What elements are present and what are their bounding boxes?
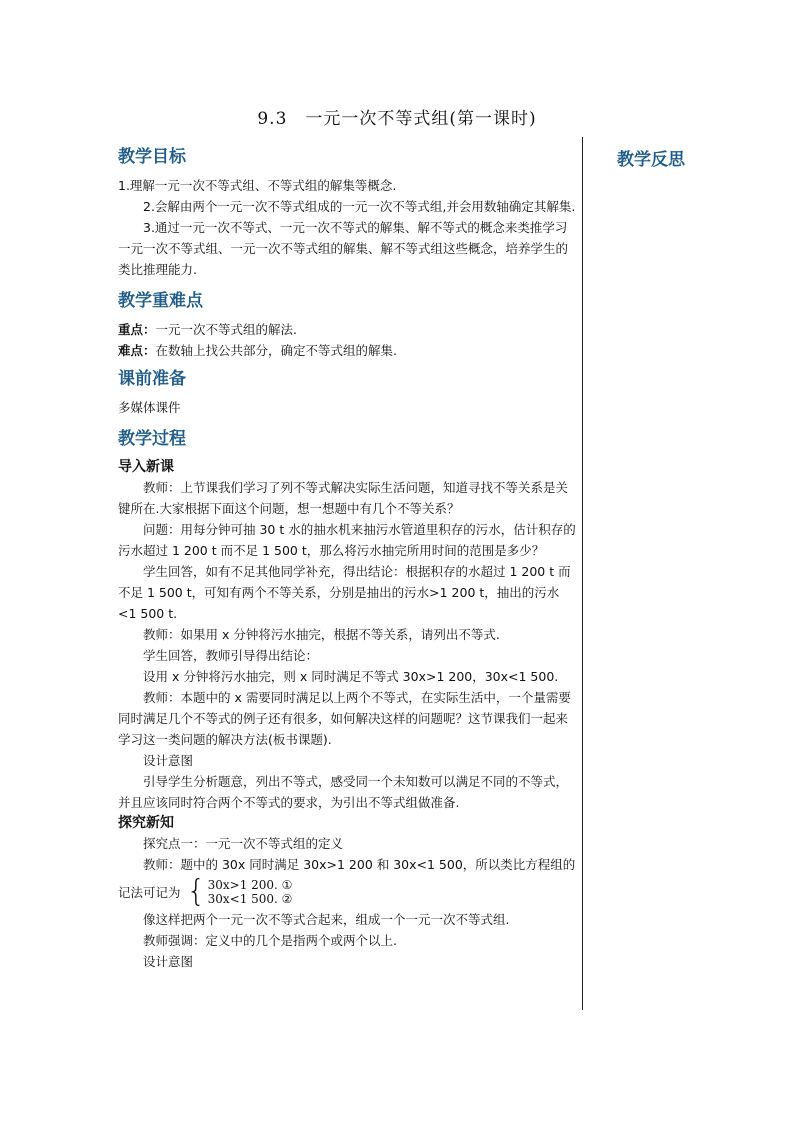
paragraph: 教师：题中的 30x 同时满足 30x>1 200 和 30x<1 500，所以类比方程组的 — [143, 857, 576, 872]
prep-text: 多媒体课件 — [118, 400, 181, 415]
paragraph: 问题：用每分钟可抽 30 t 水的抽水机来抽污水管道里积存的污水，估计积存的污水超过 1 200 t 而不足 1 500 t，那么将污水抽完所用时间的范围是多少？ — [118, 522, 576, 558]
brace-icon: { — [186, 874, 206, 909]
difficulty-point — [118, 340, 576, 361]
paragraph: 像这样把两个一元一次不等式合起来，组成一个一元一次不等式组. — [143, 912, 510, 927]
paragraph: 学生回答，教师引导得出结论： — [143, 648, 319, 663]
inequality-system — [118, 874, 576, 909]
goal-item: 2.会解由两个一元一次不等式组成的一元一次不等式组,并会用数轴确定其解集. — [143, 199, 576, 214]
difficulty-text: 在数轴上找公共部分，确定不等式组的解集. — [155, 343, 397, 358]
system-line: 30x<1 500. ② — [207, 892, 293, 906]
paragraph: 教师强调：定义中的几个是指两个或两个以上. — [143, 933, 397, 948]
paragraph: 设计意图 — [143, 954, 194, 969]
main-column — [118, 144, 576, 972]
key-points-heading: 教学重难点 — [118, 291, 203, 311]
page-title: 9.3 一元一次不等式组(第一课时) — [257, 109, 537, 129]
process-heading: 教学过程 — [118, 429, 186, 449]
paragraph: 教师：上节课我们学习了列不等式解决实际生活问题，知道寻找不等关系是关键所在.大家根据下面这个问题，想一想题中有几个不等关系？ — [118, 480, 569, 516]
goal-item: 3.通过一元一次不等式、一元一次不等式的解集、解不等式的概念来类推学习一元一次不等式组、一元一次不等式组的解集、解不等式组这些概念，培养学生的类比推理能力. — [118, 220, 569, 277]
paragraph: 学生回答，如有不足其他同学补充，得出结论：根据积存的水超过 1 200 t 而不足 1 500 t，可知有两个不等关系，分别是抽出的污水>1 200 t，抽出的污水<1 500 t. — [118, 564, 571, 621]
difficulty-label: 难点： — [118, 343, 156, 358]
key-point — [118, 319, 576, 340]
intro-heading: 导入新课 — [118, 459, 174, 475]
column-divider — [582, 137, 583, 1010]
prep-heading: 课前准备 — [118, 369, 186, 389]
key-text: 一元一次不等式组的解法. — [155, 322, 297, 337]
system-line: 30x>1 200. ① — [207, 878, 293, 892]
reflection-heading: 教学反思 — [617, 150, 685, 170]
paragraph: 探究点一：一元一次不等式组的定义 — [143, 836, 344, 851]
paragraph: 设计意图 — [143, 753, 194, 768]
paragraph: 教师：如果用 x 分钟将污水抽完，根据不等关系，请列出不等式. — [143, 627, 500, 642]
goals-heading: 教学目标 — [118, 147, 186, 167]
goal-item: 1.理解一元一次不等式组、不等式组的解集等概念. — [118, 178, 397, 193]
paragraph: 设用 x 分钟将污水抽完，则 x 同时满足不等式 30x>1 200，30x<1 500. — [143, 669, 559, 684]
paragraph: 引导学生分析题意，列出不等式，感受同一个未知数可以满足不同的不等式，并且应该同时符合两个不等式的要求，为引出不等式组做准备. — [118, 774, 569, 810]
explore-heading: 探究新知 — [118, 815, 174, 831]
key-label: 重点： — [118, 322, 156, 337]
paragraph: 记法可记为 — [118, 884, 181, 900]
paragraph: 教师：本题中的 x 需要同时满足以上两个不等式，在实际生活中，一个量需要同时满足几个不等式的例子还有很多，如何解决这样的问题呢？这节课我们一起来学习这一类问题的解决方法(板书课题). — [118, 690, 571, 747]
